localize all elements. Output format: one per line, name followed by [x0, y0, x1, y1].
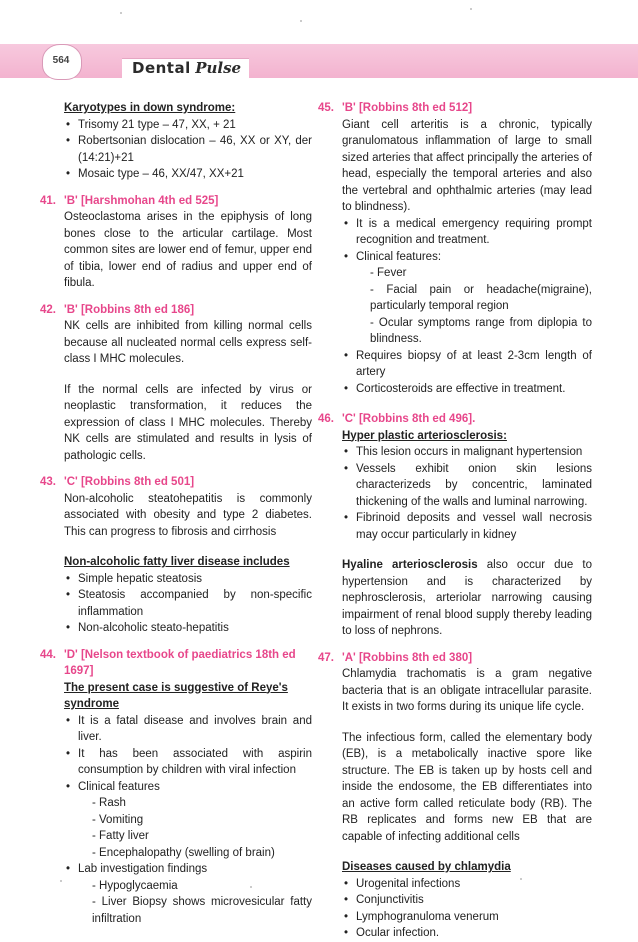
explanation-text: Osteoclastoma arises in the epiphysis of long bones close to the articular cartilage. Most common sites are lower end of femur, upper end of tibia, lower end of radius and upper end of fibula.: [64, 211, 312, 289]
speckle: [120, 12, 122, 14]
page-number: 564: [52, 55, 70, 66]
sub-list-item: - Rash: [92, 797, 126, 809]
karyotype-list: [64, 117, 312, 183]
answer-reference: 'C' [Robbins 8th ed 496].: [342, 413, 476, 425]
answer-reference: 'B' [Harshmohan 4th ed 525]: [64, 194, 219, 207]
sub-list-item: - Liver Biopsy shows microvesicular fatty infiltration: [92, 896, 312, 925]
list-item: • Ocular infection.: [342, 925, 592, 942]
list-item: • Corticosteroids are effective in treatment.: [342, 381, 592, 398]
left-column: [40, 100, 312, 927]
answer-reference: 'B' [Robbins 8th ed 512]: [342, 102, 473, 114]
list-item: • It is a medical emergency requiring prompt recognition and treatment.: [342, 216, 592, 249]
karyotype-heading: Karyotypes in down syndrome:: [64, 102, 236, 114]
answer-reference: 'D' [Nelson textbook of paediatrics 18th ed 1697]: [64, 648, 296, 677]
explanation-text: Non-alcoholic steatohepatitis is commonly associated with obesity and type 2 diabetes. This can progress to fibrosis and cirrhosis: [64, 492, 312, 538]
question-42: [40, 302, 312, 465]
title-italic: Pulse: [195, 59, 242, 77]
list-item: • Trisomy 21 type – 47, XX, + 21: [64, 117, 312, 134]
list-item-label: Lab investigation findings: [78, 863, 208, 875]
sub-heading: Diseases caused by chlamydia: [342, 861, 511, 873]
explanation-text: Chlamydia trachomatis is a gram negative bacteria that is an obligate intracellular parasite. It exists in two forms during its unique life cycle.: [342, 668, 592, 713]
list-item-label: Clinical features:: [356, 250, 442, 263]
speckle: [300, 20, 302, 22]
explanation-text: The infectious form, called the elementary body (EB), is a metabolically inactive spore like structure. The EB is taken up by hosts cell and inside the endosome, the EB differentiates into an active form called reticulate body (RB). The RB replicates and forms new EB that are capable of infecting additional cells: [342, 731, 592, 843]
right-column: [318, 100, 592, 942]
explanation-text: Giant cell arteritis is a chronic, typically granulomatous inflammation of large to small sized arteries that affect principally the arteries of head, especially the temporal arteries and also the vertebral and ophthalmic arteries (may lead to blindness).: [342, 118, 592, 213]
arteriosclerosis-list: [342, 444, 592, 543]
question-41: [40, 193, 312, 292]
explanation-text-rest: also occur due to hypertension and is characterized by nephrosclerosis, arteriolar narrowing causing impairment of renal blood supply thereby leading to loss of nephrons.: [342, 559, 592, 637]
question-46: [318, 411, 592, 640]
sub-heading: Hyper plastic arteriosclerosis:: [342, 429, 507, 442]
list-item: • Steatosis accompanied by non-specific inflammation: [64, 587, 312, 620]
sub-list-item: - Fever: [370, 267, 407, 279]
nafld-list: [64, 571, 312, 637]
question-47: [318, 650, 592, 942]
title-main: Dental: [132, 59, 191, 77]
question-number: 42.: [40, 303, 56, 316]
list-item: • Non-alcoholic steato-hepatitis: [64, 620, 312, 637]
list-item: [342, 249, 592, 348]
list-item: • Fibrinoid deposits and vessel wall necrosis may occur particularly in kidney: [342, 510, 592, 543]
answer-reference: 'B' [Robbins 8th ed 186]: [64, 303, 195, 316]
sub-list-item: - Vomiting: [92, 813, 144, 826]
question-number: 46.: [318, 413, 334, 425]
question-number: 47.: [318, 651, 334, 664]
list-item: [64, 779, 312, 862]
book-title: [122, 58, 249, 79]
gca-list: [342, 216, 592, 398]
answer-reference: 'A' [Robbins 8th ed 380]: [342, 651, 473, 664]
list-item: • It is a fatal disease and involves brain and liver.: [64, 713, 312, 746]
list-item: • It has been associated with aspirin consumption by children with viral infection: [64, 746, 312, 779]
answer-reference: 'C' [Robbins 8th ed 501]: [64, 476, 195, 488]
header-band: [0, 44, 638, 78]
question-44: [40, 647, 312, 928]
list-item: • Simple hepatic steatosis: [64, 571, 312, 588]
reye-list: [64, 713, 312, 928]
sub-list-item: - Fatty liver: [92, 830, 149, 842]
sub-heading: The present case is suggestive of Reye's syndrome: [64, 681, 288, 710]
chlamydia-list: [342, 876, 592, 942]
bold-term: Hyaline arteriosclerosis: [342, 559, 478, 571]
question-number: 45.: [318, 102, 334, 114]
list-item: • Requires biopsy of at least 2-3cm length of artery: [342, 348, 592, 381]
sub-list-item: - Ocular symptoms range from diplopia to blindness.: [370, 316, 592, 345]
sub-list-item: - Encephalopathy (swelling of brain): [92, 846, 275, 859]
question-number: 44.: [40, 648, 56, 661]
list-item: • Urogenital infections: [342, 876, 592, 893]
question-45: [318, 100, 592, 397]
list-item: • Lymphogranuloma venerum: [342, 909, 592, 926]
sub-list-item: - Hypoglycaemia: [92, 879, 178, 892]
question-number: 43.: [40, 476, 56, 488]
sub-list-item: - Facial pain or headache(migraine), particularly temporal region: [370, 283, 592, 312]
speckle: [470, 8, 472, 10]
list-item-label: Clinical features: [78, 780, 160, 793]
list-item: • Vessels exhibit onion skin lesions characterizeds by concentric, laminated thickening of the walls and luminal narrowing.: [342, 461, 592, 511]
list-item: • This lesion occurs in malignant hypertension: [342, 444, 592, 461]
explanation-text: NK cells are inhibited from killing normal cells because all nucleated normal cells express self-class I MHC molecules.: [64, 320, 312, 365]
explanation-text: [342, 557, 592, 640]
sub-heading: Non-alcoholic fatty liver disease includes: [64, 556, 290, 568]
list-item: • Robertsonian dislocation – 46, XX or XY, der (14:21)+21: [64, 133, 312, 166]
list-item: • Conjunctivitis: [342, 892, 592, 909]
list-item: [64, 861, 312, 927]
question-43: [40, 474, 312, 637]
explanation-text: If the normal cells are infected by virus or neoplastic transformation, it reduces the expression of class I MHC molecules. Thereby NK cells are stimulated and results in lysis of pathologic cells.: [64, 383, 312, 462]
question-number: 41.: [40, 194, 56, 207]
list-item: • Mosaic type – 46, XX/47, XX+21: [64, 166, 312, 183]
